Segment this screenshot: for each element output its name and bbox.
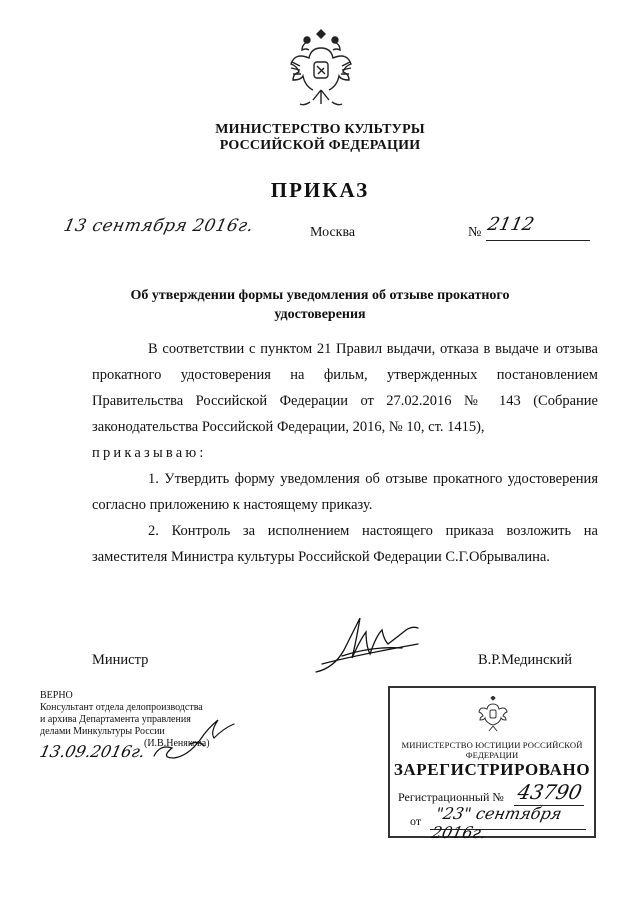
ministry-header <box>0 122 640 154</box>
number-label: № <box>468 225 482 240</box>
cert-position-2: и архива Департамента управления <box>40 714 191 725</box>
signatory-position: Министр <box>92 652 149 668</box>
body-item-2: 2. Контроль за исполнением настоящего приказа возложить на заместителя Министра культуры Российской Федерации С.Г.Обрывалина. <box>92 523 598 565</box>
document-subject: Об утверждении формы уведомления об отзыве прокатного удостоверения <box>130 288 510 322</box>
signatory-name: В.Р.Мединский <box>478 652 573 668</box>
stamp-registered-label: ЗАРЕГИСТРИРОВАНО <box>393 760 591 779</box>
stamp-ministry-name: МИНИСТЕРСТВО ЮСТИЦИИ РОССИЙСКОЙ ФЕДЕРАЦИИ <box>401 740 583 760</box>
order-word: приказываю: <box>92 445 207 461</box>
cert-position-3: делами Минкультуры России <box>40 726 165 737</box>
stamp-date-value: "23" сентября 2016г. <box>429 804 564 842</box>
ministry-line2: РОССИЙСКОЙ ФЕДЕРАЦИИ <box>219 138 421 153</box>
cert-position-1: Консультант отдела делопроизводства <box>40 702 203 713</box>
certifier-signature-icon <box>150 704 270 764</box>
minister-signature-icon <box>312 612 432 678</box>
cert-name: (И.В.Ненякова) <box>144 738 210 749</box>
stamp-date-label: от <box>410 814 422 828</box>
cert-verified: ВЕРНО <box>40 690 73 701</box>
handwritten-number: 2112 <box>485 214 537 235</box>
document-title: ПРИКАЗ <box>270 178 370 202</box>
number-underline <box>486 240 590 241</box>
cert-handwritten-date: 13.09.2016г. <box>37 742 147 761</box>
ministry-line1: МИНИСТЕРСТВО КУЛЬТУРЫ <box>215 122 425 137</box>
body-paragraph-1: В соответствии с пунктом 21 Правил выдачи, отказа в выдаче и отзыва прокатного удостоверения на фильм, утвержденных постановлением Правительства Российской Федерации от 27.02.2016 № 143 (Собрание законодательства Российской Федерации, 2016, № 10, ст. 1415), <box>92 341 598 435</box>
stamp-date-underline <box>430 829 586 830</box>
stamp-regno-value: 43790 <box>515 780 585 804</box>
stamp-regno-label: Регистрационный № <box>398 790 504 804</box>
city-label: Москва <box>310 225 356 240</box>
double-headed-eagle-stamp-icon <box>478 696 508 734</box>
document-body <box>92 336 598 570</box>
registration-stamp <box>388 686 596 842</box>
double-headed-eagle-emblem-icon <box>288 28 354 112</box>
body-item-1: 1. Утвердить форму уведомления об отзыве прокатного удостоверения согласно приложению к настоящему приказу. <box>92 471 598 513</box>
handwritten-date: 13 сентября 2016г. <box>61 216 256 236</box>
